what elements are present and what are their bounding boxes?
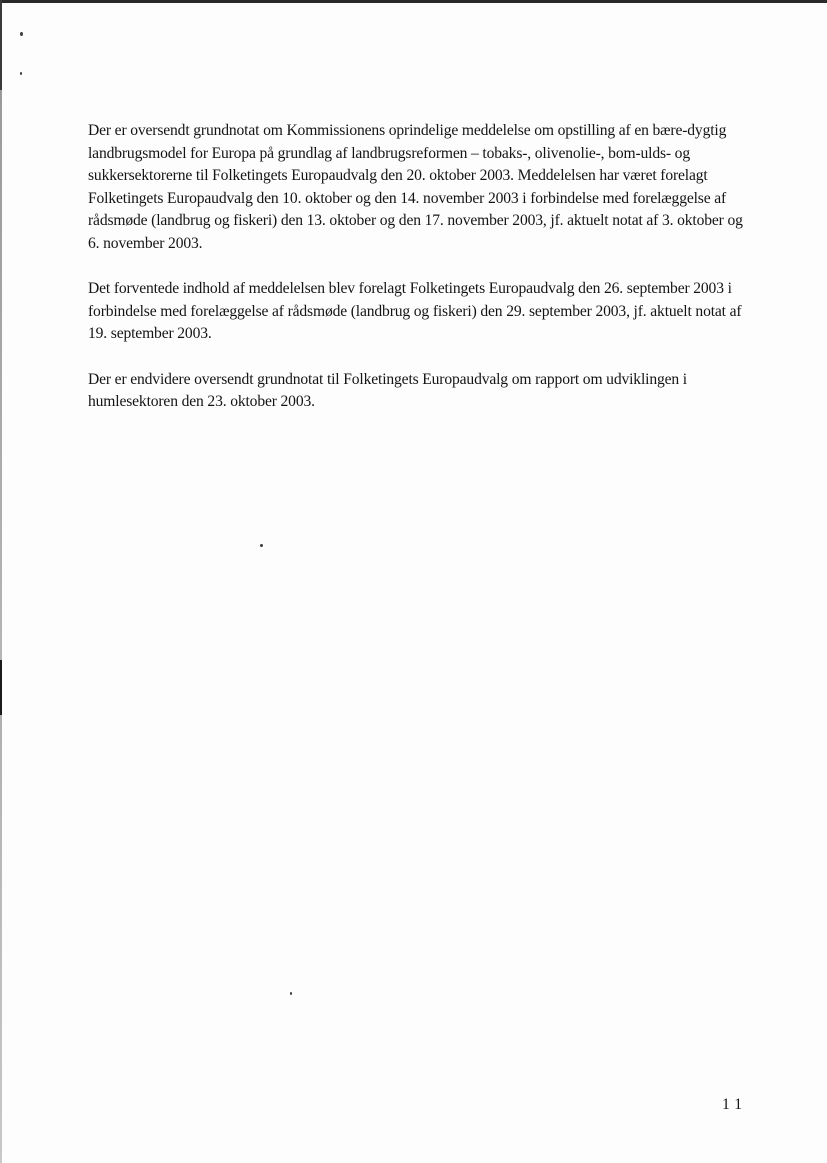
page-number: 11	[722, 1096, 748, 1113]
scan-top-edge	[0, 0, 827, 3]
paragraph-grundnotat-meddelelse: Der er oversendt grundnotat om Kommissionens oprindelige meddelelse om opstilling af en bære-dygtig landbrugsmodel for Europa på grundlag af landbrugsreformen – tobaks-, olivenolie-, bom-ulds- og sukkersektorerne til Folketingets Europaudvalg den 20. oktober 2003. Meddelelsen har været forelagt Folketingets Europaudvalg den 10. oktober og den 14. november 2003 i forbindelse med forelæggelse af rådsmøde (landbrug og fiskeri) den 13. oktober og den 17. november 2003, jf. aktuelt notat af 3. oktober og 6. november 2003.	[88, 122, 743, 252]
scan-speck	[290, 992, 292, 995]
scan-speck	[20, 32, 23, 36]
scan-speck	[20, 72, 22, 75]
document-body	[88, 120, 748, 436]
paragraph-forventede-indhold: Det forventede indhold af meddelelsen blev forelagt Folketingets Europaudvalg den 26. september 2003 i forbindelse med forelæggelse af rådsmøde (landbrug og fiskeri) den 29. september 2003, jf. aktuelt notat af 19. september 2003.	[88, 280, 742, 343]
paragraph-humlesektoren: Der er endvidere oversendt grundnotat til Folketingets Europaudvalg om rapport om udviklingen i humlesektoren den 23. oktober 2003.	[88, 370, 687, 411]
scan-left-edge	[0, 0, 2, 1163]
scan-speck	[260, 544, 263, 547]
